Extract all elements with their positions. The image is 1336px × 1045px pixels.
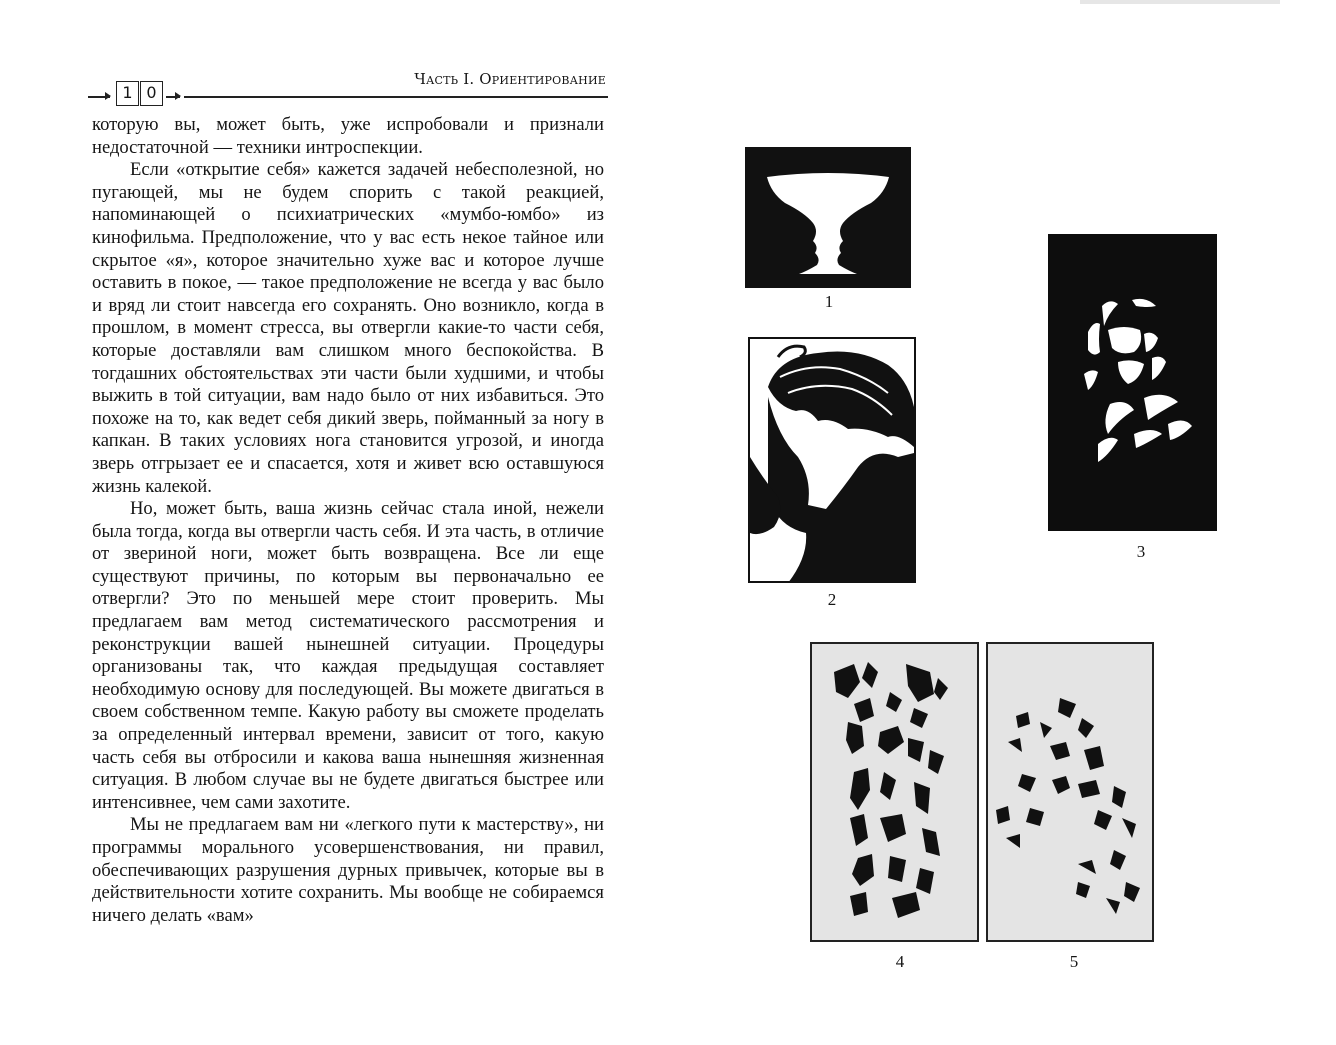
vase-faces-illusion-icon [745,147,911,288]
header-arrow-icon [166,96,180,98]
header-arrow-icon [88,96,110,98]
figure-caption: 4 [895,952,905,971]
blot-figure-right-icon [986,642,1154,942]
hidden-face-silhouette-icon [1048,234,1217,531]
blot-figure-left-icon [810,642,979,942]
scan-edge [1080,0,1280,4]
header-rule [184,96,608,98]
page-number-digit: 1 [116,81,139,106]
page-header [88,70,608,110]
paragraph: Но, может быть, ваша жизнь сейчас стала иной, нежели была тогда, когда вы отвергли часть себя. И эта часть, в отличие от звериной ноги, может быть возвращена. Все ли еще существуют причины, по которым вы первоначально ее отвергли? Это по меньшей мере стоит проверить. Мы предлагаем вам метод систематического рассмотрения и реконструкции вашей нынешней ситуации. Процедуры организованы так, что каждая предыдущая составляет необходимую основу для последующей. Вы можете двигаться в своем собственном темпе. Какую работу вы сможете проделать за определенный интервал времени, зависит от того, какую часть себя вы отбросили и какова ваша нынешняя жизненная ситуация. В любом случае вы не будете двигаться быстрее или интенсивнее, чем сами захотите. [92,498,604,813]
figure-caption: 2 [827,590,837,609]
figure-caption: 3 [1136,542,1146,561]
body-text [92,114,604,927]
paragraph: которую вы, может быть, уже испробовали и признали недостаточной — техники интроспекции. [92,114,604,158]
young-old-woman-illusion-icon [748,337,916,583]
running-head: Часть I. Ориентирование [414,70,606,88]
paragraph: Мы не предлагаем вам ни «легкого пути к мастерству», ни программы морального усовершенствования, ни правил, обеспечивающих разрушения дурных привычек, которые вы в действительности хотите сохранить. Мы вообще не собираемся ничего делать «вам» [92,814,604,926]
paragraph: Если «открытие себя» кажется задачей небесполезной, но пугающей, мы не будем спорить с такой реакцией, напоминающей о психиатрических «мумбо-юмбо» из кинофильма. Предположение, что у вас есть некое тайное или скрытое «я», которое значительно хуже вас и которое лучше оставить в покое, — такое предположение не всегда у вас было и вряд ли стоит навсегда его сохранять. Оно возникло, когда в прошлом, в момент стресса, вы отвергли какие-то части себя, которые доставляли вам слишком много беспокойства. В тогдашних обстоятельствах эти части были худшими, и чтобы выжить в той ситуации, вам надо было от них избавиться. Это похоже на то, как ведет себя дикий зверь, пойманный за ногу в капкан. В таких условиях нога становится угрозой, и иногда зверь отгрызает ее и спасается, хотя и живет всю оставшуюся жизнь калекой. [92,159,604,497]
figure-caption: 1 [824,292,834,311]
page-number-digit: 0 [140,81,163,106]
figure-caption: 5 [1069,952,1079,971]
